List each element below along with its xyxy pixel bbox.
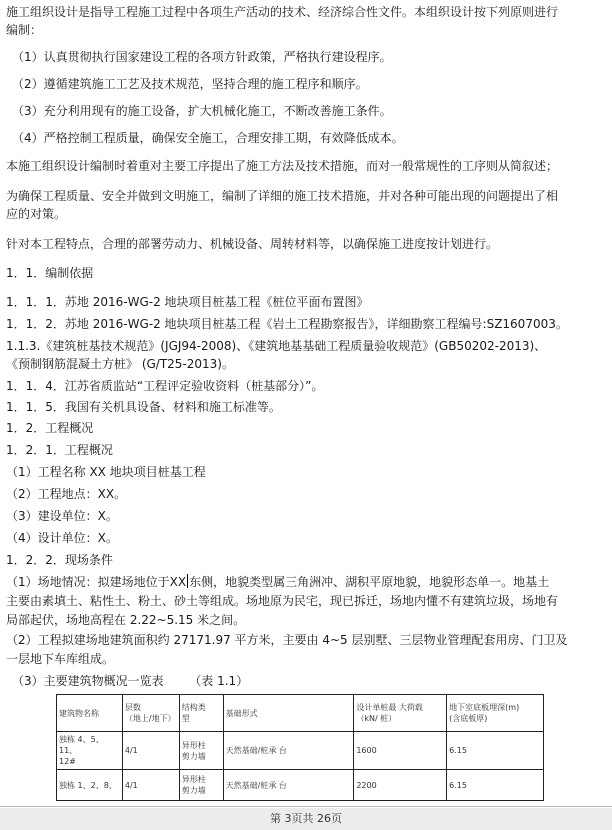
cell-text: 剪力墙 — [181, 751, 206, 761]
header-max-load-text-b: （kN/ 桩） — [356, 714, 397, 723]
cell-building-name — [57, 770, 123, 801]
section-heading-1-1: 1．1．编制依据 — [6, 266, 94, 280]
cell-floors: 4/1 — [122, 732, 179, 770]
cell-basement-depth: 6.15 — [447, 770, 544, 801]
overview-item-1: （1）工程名称 XX 地块项目桩基工程 — [6, 465, 206, 479]
header-floors-text-b: （地上/地下） — [124, 714, 176, 723]
header-structure — [179, 695, 223, 732]
table-header-row — [57, 695, 544, 732]
paragraph-2-line-2: 应的对策。 — [6, 207, 67, 221]
table-caption-number: （表 1.1） — [189, 674, 249, 688]
table-row — [57, 770, 544, 801]
paragraph-2-line-1: 为确保工程质量、安全并做到文明施工，编制了详细的施工技术措施，并对各种可能出现的问题提出了相 — [6, 189, 559, 203]
overview-item-3: （3）建设单位：X。 — [6, 509, 118, 523]
basis-item-3-line-2: 《预制钢筋混凝土方桩》 (G/T25-2013)。 — [6, 357, 234, 371]
cell-text: 剪力墙 — [181, 786, 206, 795]
site-line-1-part-a: （1）场地情况：拟建场地位于XX — [6, 575, 187, 589]
cell-text: 独栋 4、5、11、 — [59, 735, 104, 755]
site-line-1-part-b: 东侧，地貌类型属三角洲冲、湖积平原地貌，地貌形态单一。地基土 — [189, 575, 550, 589]
table-row — [57, 732, 544, 770]
header-structure-text-a: 结构类 — [181, 703, 206, 712]
section-heading-1-2: 1．2．工程概况 — [6, 421, 94, 435]
site-line-5: 一层地下车库组成。 — [6, 652, 115, 666]
cell-basement-depth: 6.15 — [447, 732, 544, 770]
header-building-name-text: 建筑物名称 — [59, 708, 99, 718]
table-caption-title: （3）主要建筑物概况一览表 — [12, 674, 164, 688]
header-structure-text-b: 型 — [181, 714, 190, 723]
principle-1: （1）认真贯彻执行国家建设工程的各项方针政策，严格执行建设程序。 — [12, 50, 392, 64]
header-max-load — [354, 695, 447, 732]
basis-item-5: 1．1．5．我国有关机具设备、材料和施工标准等。 — [6, 400, 281, 414]
text-cursor — [187, 574, 188, 588]
section-heading-1-2-2: 1．2．2．现场条件 — [6, 553, 113, 567]
site-line-4: （2）工程拟建场地建筑面积约 27171.97 平方米，主要由 4~5 层别墅、三层物业管理配套用房、门卫及 — [6, 633, 568, 647]
basis-item-1: 1．1．1．苏地 2016-WG-2 地块项目桩基工程《桩位平面布置图》 — [6, 295, 369, 309]
header-floors-text-a: 层数 — [124, 703, 141, 712]
cell-foundation: 天然基础/桩承 台 — [223, 770, 354, 801]
site-line-3: 局部起伏，场地高程在 2.22~5.15 米之间。 — [6, 613, 246, 627]
cell-max-load: 2200 — [354, 770, 447, 801]
header-basement-depth — [447, 695, 544, 732]
intro-line-2: 编制： — [6, 23, 43, 37]
site-line-1 — [6, 574, 606, 590]
paragraph-3: 针对本工程特点，合理的部署劳动力、机械设备、周转材料等，以确保施工进度按计划进行。 — [6, 237, 499, 251]
header-foundation-text: 基础形式 — [225, 708, 258, 718]
principle-4: （4）严格控制工程质量，确保安全施工，合理安排工期，有效降低成本。 — [12, 131, 404, 145]
overview-item-4: （4）设计单位：X。 — [6, 531, 118, 545]
cell-text: 独栋 1、2、8、 — [59, 780, 117, 790]
cell-structure — [179, 732, 223, 770]
basis-item-4: 1．1．4．江苏省质监站“工程评定验收资料（桩基部分）”。 — [6, 379, 324, 393]
header-basement-depth-text-b: (含底板厚) — [449, 714, 488, 723]
header-building-name — [57, 695, 123, 732]
paragraph-1: 本施工组织设计编制时着重对主要工序提出了施工方法及技术措施，而对一般常规性的工序则从简叙述； — [6, 159, 559, 173]
cell-floors: 4/1 — [122, 770, 179, 801]
header-basement-depth-text-a: 地下室底板埋深(m) — [449, 703, 520, 712]
header-max-load-text-a: 设计单桩最 大荷载 — [356, 703, 423, 712]
page-footer: 第 3页共 26页 — [0, 808, 612, 830]
footer-divider — [0, 806, 612, 807]
buildings-table — [56, 694, 544, 801]
cell-building-name — [57, 732, 123, 770]
section-heading-1-2-1: 1．2．1．工程概况 — [6, 443, 113, 457]
header-foundation — [223, 695, 354, 732]
basis-item-3-line-1: 1.1.3.《建筑桩基技术规范》(JGJ94-2008)、《建筑地基基础工程质量验收规范》(GB50202-2013)、 — [6, 339, 547, 353]
header-floors — [122, 695, 179, 732]
cell-max-load: 1600 — [354, 732, 447, 770]
cell-foundation: 天然基础/桩承 台 — [223, 732, 354, 770]
table-caption — [12, 673, 612, 689]
cell-text: 异形柱 — [181, 775, 206, 784]
cell-text: 12# — [59, 757, 76, 766]
intro-line-1: 施工组织设计是指导工程施工过程中各项生产活动的技术、经济综合性文件。本组织设计按下列原则进行 — [6, 5, 559, 19]
overview-item-2: （2）工程地点：XX。 — [6, 487, 127, 501]
cell-text: 异形柱 — [181, 740, 206, 750]
basis-item-2: 1．1．2．苏地 2016-WG-2 地块项目桩基工程《岩土工程勘察报告》，详细勘察工程编号:SZ1607003。 — [6, 317, 568, 331]
cell-structure — [179, 770, 223, 801]
principle-2: （2）遵循建筑施工工艺及技术规范，坚持合理的施工程序和顺序。 — [12, 77, 368, 91]
site-line-2: 主要由素填土、粘性土、粉土、砂土等组成。场地原为民宅，现已拆迁，场地内懂不有建筑垃圾，场地有 — [6, 594, 559, 608]
principle-3: （3）充分利用现有的施工设备，扩大机械化施工，不断改善施工条件。 — [12, 104, 392, 118]
